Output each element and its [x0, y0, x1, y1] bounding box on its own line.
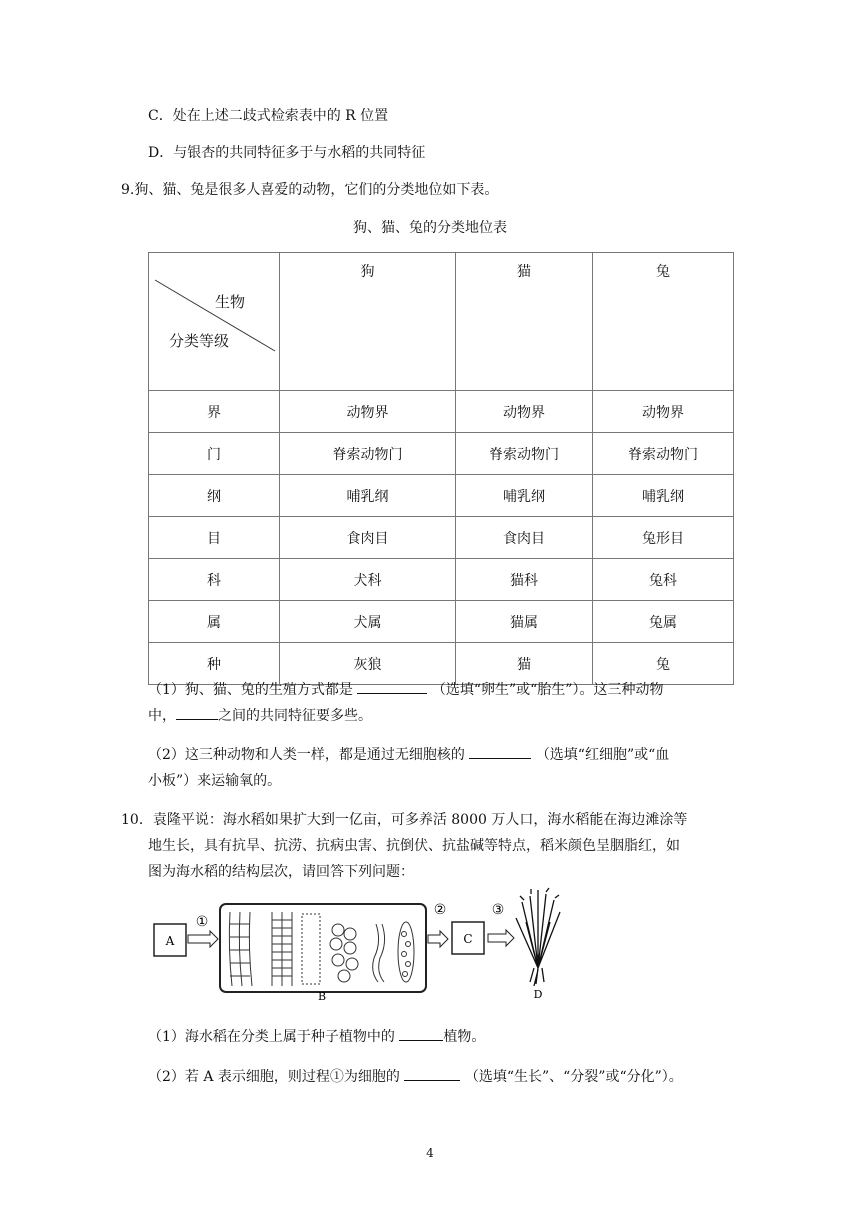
diagram-svg: [150, 882, 570, 1002]
table-cell: 哺乳纲: [456, 475, 593, 517]
column-header-cat: 猫: [456, 253, 593, 391]
q9-sub2: [148, 741, 669, 769]
table-cell: 动物界: [593, 391, 734, 433]
rank-cell: 属: [149, 601, 280, 643]
label-b: B: [317, 990, 327, 1002]
table-cell: 哺乳纲: [280, 475, 456, 517]
rice-structure-diagram: [150, 882, 570, 1002]
table-cell: 兔: [593, 643, 734, 685]
table-cell: 兔属: [593, 601, 734, 643]
table-caption: 狗、猫、兔的分类地位表: [353, 220, 507, 236]
step-1-label: ①: [195, 914, 209, 930]
q10-sub1-text-a: （1）海水稻在分类上属于种子植物中的: [148, 1029, 395, 1045]
table-row: [149, 559, 734, 601]
answer-blank[interactable]: [357, 679, 427, 694]
q9-sub1: [148, 676, 663, 704]
answer-blank[interactable]: [469, 744, 531, 759]
table-cell: 犬属: [280, 601, 456, 643]
header-diagonal-cell: [149, 253, 280, 391]
table-row: [149, 391, 734, 433]
step-3-label: ③: [491, 902, 505, 918]
table-cell: 脊索动物门: [456, 433, 593, 475]
arrow-1-icon: [188, 931, 218, 947]
table-cell: 脊索动物门: [593, 433, 734, 475]
q9-sub1-text-c: 中，: [148, 708, 176, 724]
rank-cell: 目: [149, 517, 280, 559]
table-row: [149, 517, 734, 559]
header-rank-label: 分类等级: [169, 332, 230, 350]
rank-cell: 种: [149, 643, 280, 685]
header-organism-label: 生物: [215, 293, 246, 311]
rank-cell: 门: [149, 433, 280, 475]
table-cell: 兔科: [593, 559, 734, 601]
q9-sub2-text-c: 小板”）来运输氧的。: [148, 773, 282, 789]
table-cell: 猫: [456, 643, 593, 685]
table-cell: 兔形目: [593, 517, 734, 559]
table-header-row: [149, 253, 734, 391]
q9-sub2-text-b: （选填“红细胞”或“血: [535, 747, 670, 763]
table-row: [149, 475, 734, 517]
table-cell: 食肉目: [456, 517, 593, 559]
classification-table: [148, 252, 734, 685]
page-number: 4: [426, 1146, 434, 1160]
arrow-2-icon: [428, 931, 448, 947]
table-cell: 食肉目: [280, 517, 456, 559]
table-row: [149, 433, 734, 475]
q9-sub1-text-a: （1）狗、猫、兔的生殖方式都是: [148, 682, 353, 698]
rank-cell: 纲: [149, 475, 280, 517]
label-a: A: [165, 934, 175, 948]
answer-blank[interactable]: [404, 1066, 460, 1081]
q10-sub2: [148, 1063, 683, 1091]
option-d: D．与银杏的共同特征多于与水稻的共同特征: [148, 145, 426, 161]
table-cell: 动物界: [456, 391, 593, 433]
answer-blank[interactable]: [399, 1026, 443, 1041]
q10-sub2-text-a: （2）若 A 表示细胞，则过程①为细胞的: [148, 1069, 400, 1085]
step-2-label: ②: [433, 902, 447, 918]
label-c: C: [463, 932, 473, 946]
table-cell: 哺乳纲: [593, 475, 734, 517]
q10-line1: 10．袁隆平说：海水稻如果扩大到一亿亩，可多养活 8000 万人口，海水稻能在海边滩涂等: [121, 812, 688, 828]
q9-sub1-text-d: 之间的共同特征要多些。: [218, 708, 372, 724]
column-header-rabbit: 兔: [593, 253, 734, 391]
table-cell: 猫科: [456, 559, 593, 601]
table-cell: 动物界: [280, 391, 456, 433]
rank-cell: 科: [149, 559, 280, 601]
arrow-3-icon: [488, 930, 514, 946]
table-cell: 灰狼: [280, 643, 456, 685]
table-cell: 犬科: [280, 559, 456, 601]
table-row: [149, 601, 734, 643]
q10-sub2-text-b: （选填“生长”、“分裂”或“分化”）。: [464, 1069, 683, 1085]
rank-cell: 界: [149, 391, 280, 433]
q9-sub2-cont: [148, 767, 281, 795]
table-cell: 脊索动物门: [280, 433, 456, 475]
answer-blank[interactable]: [176, 705, 218, 720]
q10-sub1-text-b: 植物。: [443, 1029, 486, 1045]
q10-line2: 地生长，具有抗旱、抗涝、抗病虫害、抗倒伏、抗盐碱等特点，稻米颜色呈胭脂红，如: [148, 838, 680, 854]
q9-sub1-cont: [148, 702, 372, 730]
q9-sub2-text-a: （2）这三种动物和人类一样，都是通过无细胞核的: [148, 747, 465, 763]
rice-plant-icon: [516, 888, 560, 986]
q10-line3: 图为海水稻的结构层次，请回答下列问题：: [148, 864, 414, 880]
label-d: D: [533, 988, 543, 1001]
question-9-stem: 9.狗、猫、兔是很多人喜爱的动物，它们的分类地位如下表。: [121, 182, 499, 198]
option-c: C．处在上述二歧式检索表中的 R 位置: [148, 108, 389, 124]
table-cell: 猫属: [456, 601, 593, 643]
q9-sub1-text-b: （选填“卵生”或“胎生”）。这三种动物: [431, 682, 664, 698]
column-header-dog: 狗: [280, 253, 456, 391]
q10-sub1: [148, 1023, 485, 1051]
